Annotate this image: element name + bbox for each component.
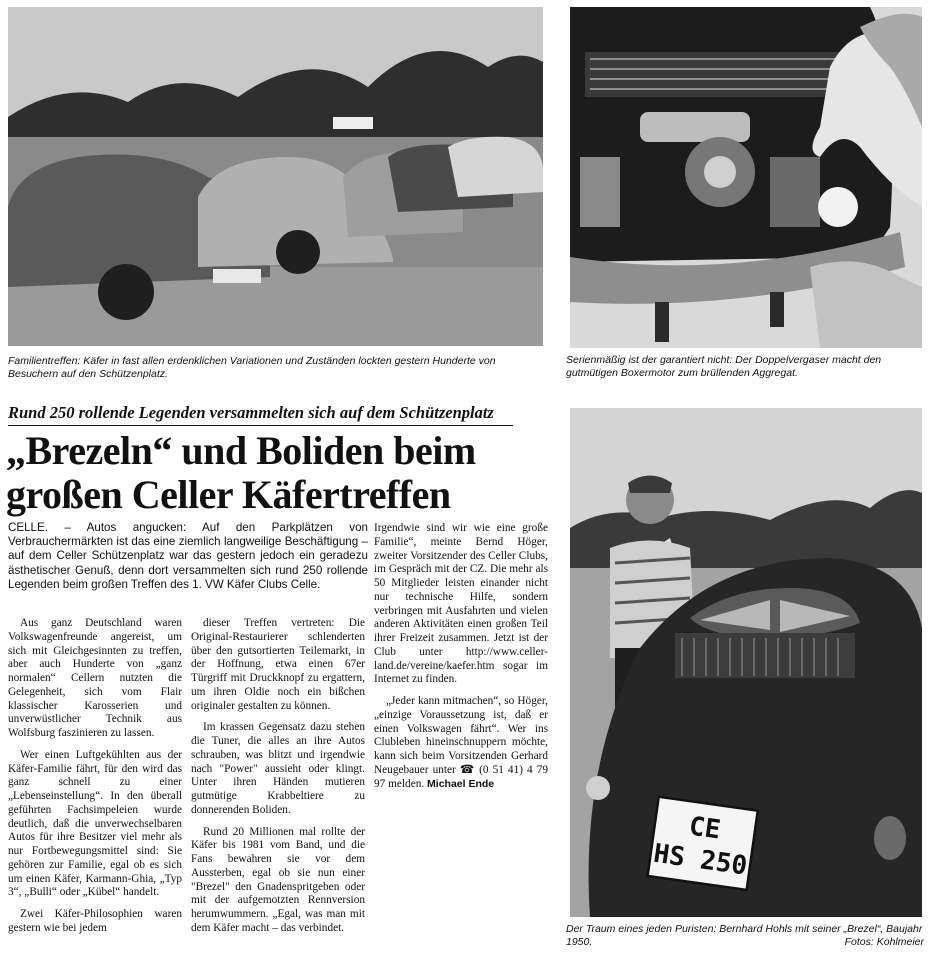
caption-boxer-engine: Serienmäßig ist der garantiert nicht: Der Doppelvergaser macht den gutmütigen Boxermotor zum brüllenden Aggregat.	[566, 354, 882, 379]
paragraph: dieser Treffen vertreten: Die Original-Restaurierer schlenderten über den gutsortierten Teilemarkt, in der Hoffnung, etwa einen 67er Türgriff mit Druckknopf zu ergattern, um ihren Oldie noch ein bißchen originaler gestalten zu können.	[191, 617, 365, 712]
caption-split-window-beetle	[566, 923, 924, 949]
photo-boxer-engine	[570, 7, 922, 348]
article-column-2	[191, 617, 365, 936]
photo-credit: Fotos: Kohlmeier	[844, 936, 924, 948]
paragraph: Im krassen Gegensatz dazu stehen die Tuner, die alles an ihre Autos schrauben, was blitzt und irgendwie nach "Power" aussieht oder klingt. Unter ihren Händen mutieren gutmütige Krabbeltiere zu donnerenden Boliden.	[191, 721, 365, 816]
split-window-beetle-illustration	[570, 408, 922, 917]
paragraph-text: „Jeder kann mitmachen“, so Höger, „einzige Voraussetzung ist, daß er einen Volkswagen fährt“. Wer ins Clubleben hineinschnuppern möchte, kann sich beim Vorsitzenden Gerhard Neugebauer unter ☎ (0 51 41) 4 79 97 melden.	[374, 695, 548, 790]
article-column-1	[8, 617, 182, 936]
paragraph: Irgendwie sind wir wie eine große Familie“, meinte Bernd Höger, zweiter Vorsitzender des Celler Clubs, im Gespräch mit der CZ. Die mehr als 50 Mitglieder leisten einander nicht nur technische Hilfe, sondern verbringen mit Ausfahrten und vielen anderen Aktivitäten einen großen Teil ihrer Freizeit zusammen. Jetzt ist der Club unter http://www.celler-land.de/vereine/kaefer.htm sogar im Internet zu finden.	[374, 522, 548, 686]
caption-text: Der Traum eines jeden Puristen: Bernhard Hohls mit seiner „Brezel“, Baujahr 1950.	[566, 923, 923, 948]
paragraph: Wer einen Luftgekühlten aus der Käfer-Familie fährt, für den wird das ganz schnell zu einer „Lebenseinstellung“. In den überall geführten Fachsimpeleien wurde deutlich, daß die unverwechselbaren Autos für ihre Besitzer viel mehr als nur Fortbewegungsmittel sind: Sie gehören zur Familie, egal ob es sich um einen Käfer, Karmann-Ghia, „Typ 3“, „Bulli“ oder „Kübel“ handelt.	[8, 748, 182, 899]
article-kicker: Rund 250 rollende Legenden versammelten sich auf dem Schützenplatz	[8, 403, 513, 426]
paragraph: Rund 20 Millionen mal rollte der Käfer bis 1981 vom Band, und die Fans bewahren sie vor dem Aussterben, egal ob sie nun einer "Brezel" den Gnadenspritgeben oder mit der aufgemotzten Rennversion herumwummern. „Egal, was man mit dem Käfer macht – das verbindet.	[191, 825, 365, 934]
caption-beetle-lineup: Familientreffen: Käfer in fast allen erdenklichen Variationen und Zuständen lockten gestern Hunderte von Besuchern auf den Schützenplatz.	[8, 355, 496, 380]
paragraph: Zwei Käfer-Philosophien waren gestern wie bei jedem	[8, 908, 182, 934]
photo-split-window-beetle	[570, 408, 922, 917]
article-lead: CELLE. – Autos angucken: Auf den Parkplätzen von Verbrauchermärkten ist das eine ziemlich langweilige Beschäftigung – auf dem Celler Schützenplatz war das gestern jedoch ein geradezu ästhetischer Genuß, denn dort versammelten sich rund 250 rollende Legenden beim großen Treffen des 1. VW Käfer Clubs Celle.	[8, 521, 368, 591]
photo-beetle-lineup	[8, 7, 543, 346]
article-headline	[6, 429, 546, 517]
beetle-lineup-illustration	[8, 7, 543, 346]
license-plate-line-1: CE	[687, 811, 723, 846]
headline-line-2: großen Celler Käfertreffen	[6, 472, 451, 517]
license-plate-line-2: HS 250	[651, 838, 749, 882]
author-byline: Michael Ende	[427, 777, 495, 790]
paragraph: Aus ganz Deutschland waren Volkswagenfreunde angereist, um sich mit Gleichgesinnten zu treffen, aber auch Hunderte von „ganz normalen“ Cellern nutzten die Gelegenheit, sich vom Flair klassischer Karosserien und unverwüstlicher Technik aus Wolfsburg faszinieren zu lassen.	[8, 617, 182, 739]
paragraph	[374, 695, 548, 791]
boxer-engine-illustration	[570, 7, 922, 348]
article-column-3	[374, 522, 548, 791]
headline-line-1: „Brezeln“ und Boliden beim	[6, 428, 476, 473]
